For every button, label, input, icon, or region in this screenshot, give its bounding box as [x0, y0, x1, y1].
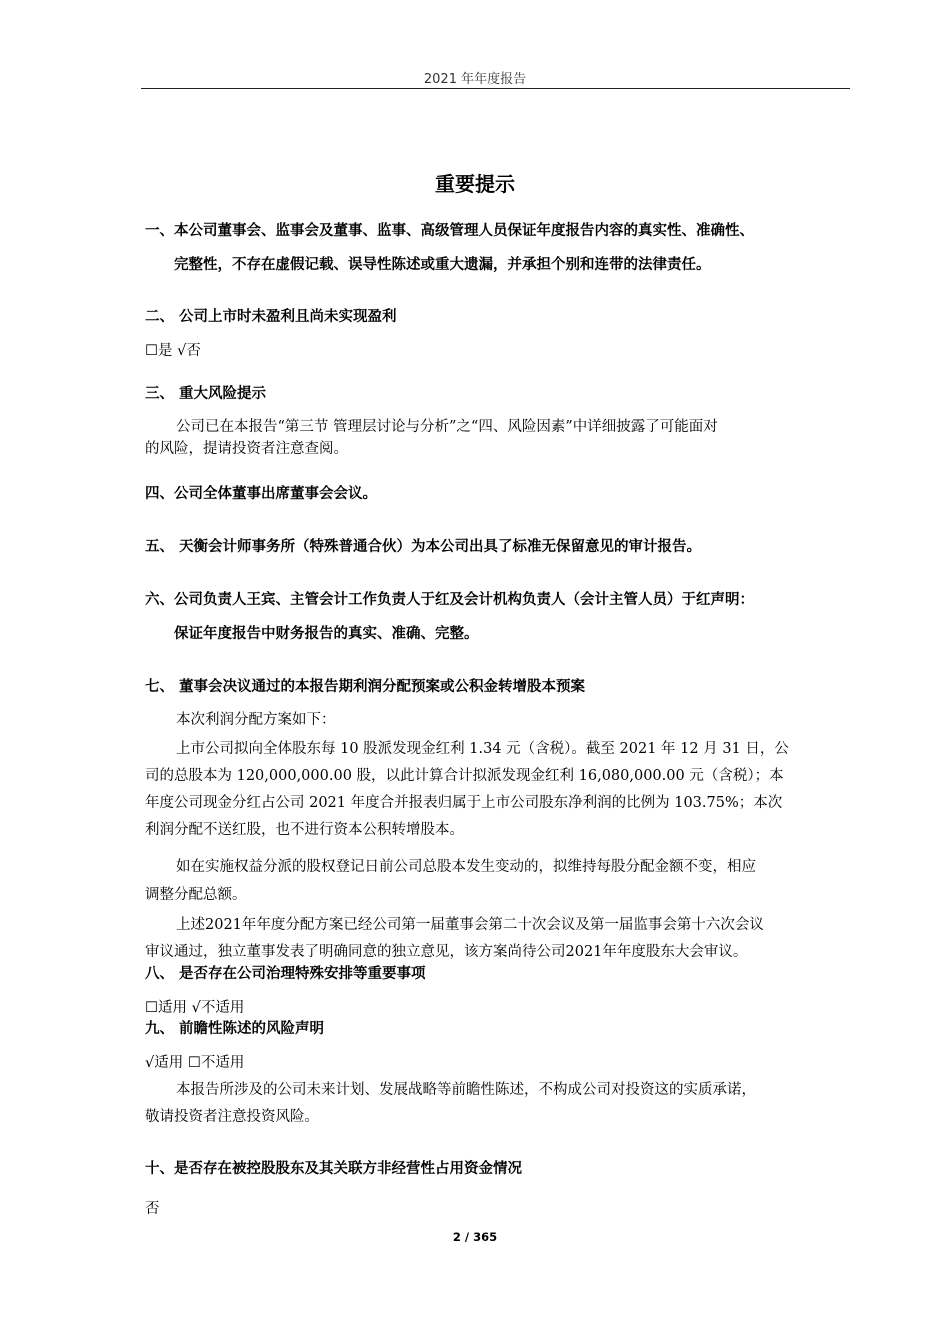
section-6-heading-line2: 保证年度报告中财务报告的真实、准确、完整。 [174, 626, 479, 642]
section-8-heading: 八、 是否存在公司治理特殊安排等重要事项 [145, 966, 426, 982]
section-2-heading: 二、 公司上市时未盈利且尚未实现盈利 [145, 309, 397, 325]
page-number: 2 / 365 [452, 1230, 498, 1244]
section-6-heading-line1: 六、公司负责人王宾、主管会计工作负责人于红及会计机构负责人（会计主管人员）于红声明： [145, 592, 754, 608]
section-3-text-line1: 公司已在本报告“第三节 管理层讨论与分析”之“四、风险因素”中详细披露了可能面对 [176, 419, 718, 435]
section-8-answer: ☐适用 √不适用 [145, 1000, 245, 1016]
running-header-title: 2021 年年度报告 [423, 72, 527, 87]
section-4-heading: 四、公司全体董事出席董事会会议。 [145, 486, 377, 502]
section-7-plan-line2: 司的总股本为 120,000,000.00 股，以此计算合计拟派发现金红利 16,080,000.00 元（含税）；本 [145, 768, 784, 784]
section-1-heading-line2: 完整性，不存在虚假记载、误导性陈述或重大遗漏，并承担个别和连带的法律责任。 [174, 257, 711, 273]
section-1-heading-line1: 一、本公司董事会、监事会及董事、监事、高级管理人员保证年度报告内容的真实性、准确性、 [145, 223, 754, 239]
header-divider [141, 88, 850, 89]
section-7-adjust-line1: 如在实施权益分派的股权登记日前公司总股本发生变动的，拟维持每股分配金额不变，相应 [176, 859, 756, 875]
section-7-approval-line2: 审议通过，独立董事发表了明确同意的独立意见，该方案尚待公司2021年年度股东大会审议。 [145, 944, 748, 960]
section-10-heading: 十、是否存在被控股股东及其关联方非经营性占用资金情况 [145, 1161, 522, 1177]
section-7-plan-line4: 利润分配不送红股，也不进行资本公积转增股本。 [145, 822, 464, 838]
section-7-plan-line1: 上市公司拟向全体股东每 10 股派发现金红利 1.34 元（含税）。截至 2021 年 12 月 31 日，公 [176, 741, 789, 757]
section-2-answer: ☐是 √否 [145, 343, 201, 359]
section-3-text-line2: 的风险，提请投资者注意查阅。 [145, 441, 348, 457]
section-7-plan-line3: 年度公司现金分红占公司 2021 年度合并报表归属于上市公司股东净利润的比例为 103.75%；本次 [145, 795, 783, 811]
section-9-text-line2: 敬请投资者注意投资风险。 [145, 1109, 319, 1125]
section-7-intro: 本次利润分配方案如下： [176, 712, 336, 728]
section-5-heading: 五、 天衡会计师事务所（特殊普通合伙）为本公司出具了标准无保留意见的审计报告。 [145, 539, 702, 555]
section-9-answer: √适用 ☐不适用 [145, 1055, 245, 1071]
section-9-text-line1: 本报告所涉及的公司未来计划、发展战略等前瞻性陈述，不构成公司对投资这的实质承诺， [176, 1082, 756, 1098]
section-7-heading: 七、 董事会决议通过的本报告期利润分配预案或公积金转增股本预案 [145, 679, 586, 695]
section-9-heading: 九、 前瞻性陈述的风险声明 [145, 1021, 325, 1037]
section-10-answer: 否 [145, 1201, 160, 1217]
section-7-adjust-line2: 调整分配总额。 [145, 887, 247, 903]
section-7-approval-line1: 上述2021年年度分配方案已经公司第一届董事会第二十次会议及第一届监事会第十六次会议 [176, 917, 764, 933]
document-title: 重要提示 [435, 172, 515, 196]
section-3-heading: 三、 重大风险提示 [145, 386, 267, 402]
